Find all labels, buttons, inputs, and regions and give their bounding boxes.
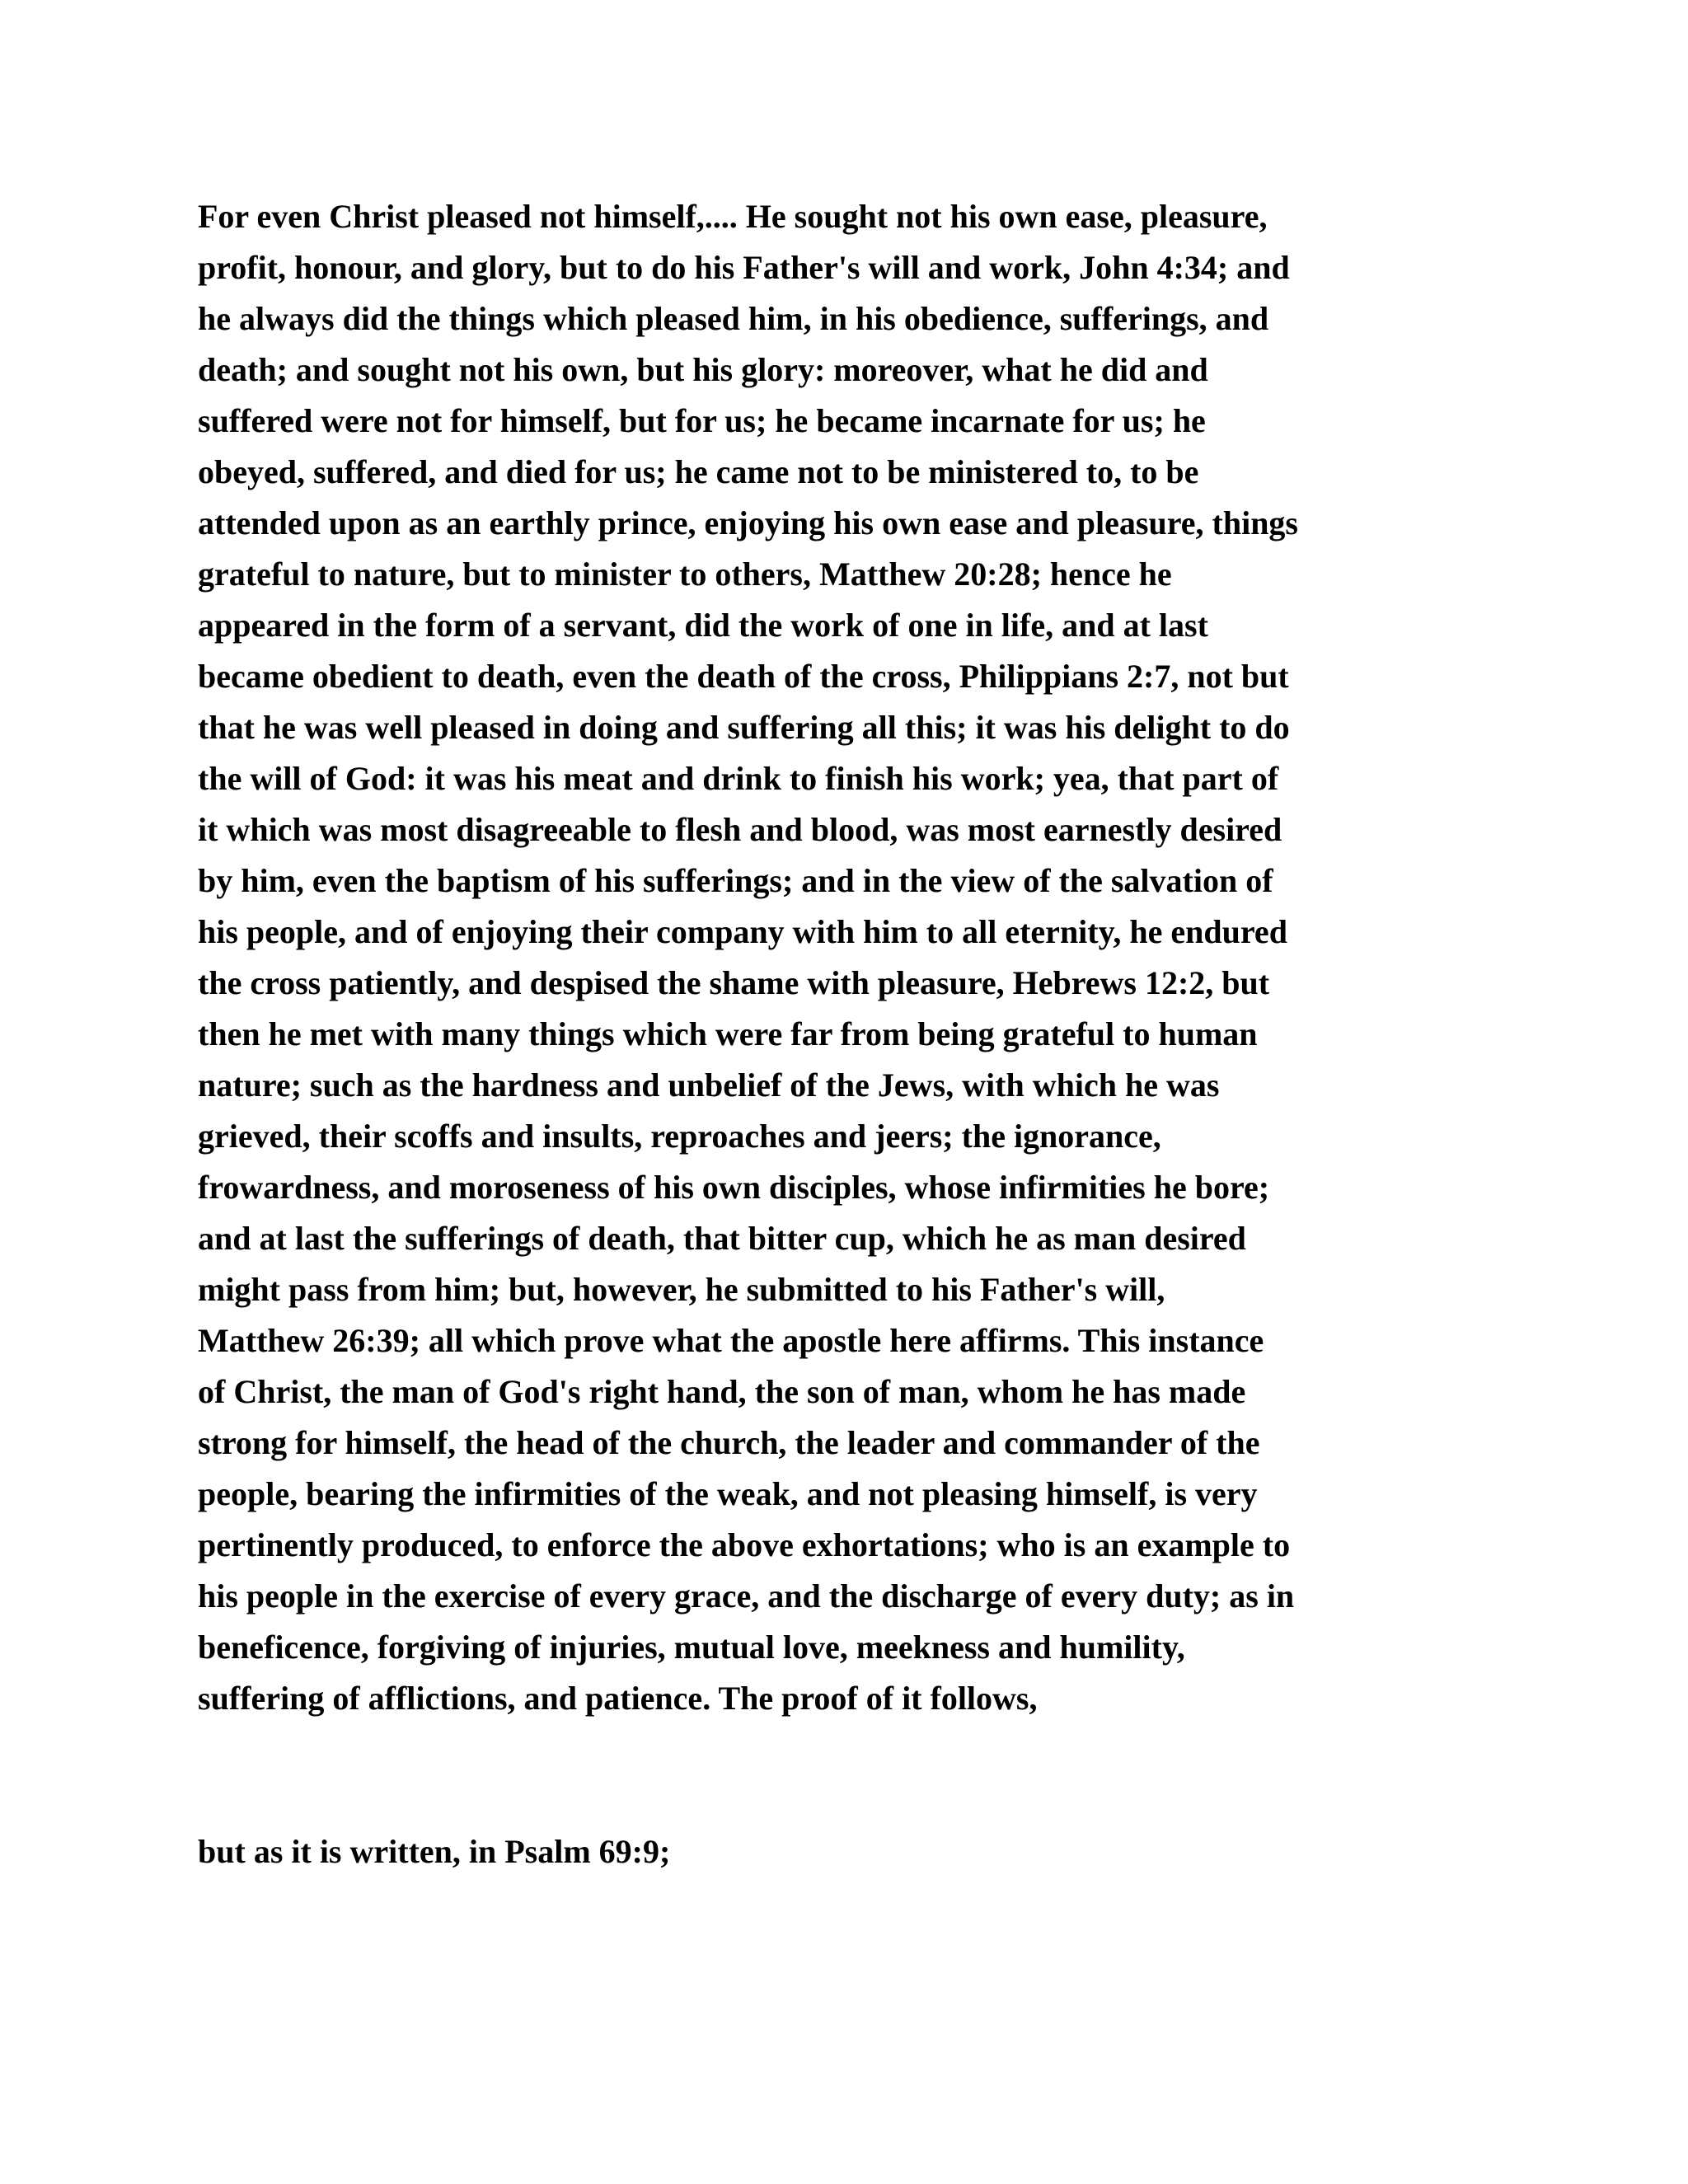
text-line: by him, even the baptism of his sufferings; and in the view of the salvation of (198, 862, 1273, 899)
text-line: that he was well pleased in doing and suffering all this; it was his delight to do (198, 709, 1290, 746)
text-line: strong for himself, the head of the church, the leader and commander of the (198, 1424, 1260, 1461)
text-line: his people in the exercise of every grace, and the discharge of every duty; as in (198, 1577, 1295, 1615)
text-line: suffered were not for himself, but for us; he became incarnate for us; he (198, 402, 1206, 439)
text-line: then he met with many things which were far from being grateful to human (198, 1015, 1258, 1052)
text-line: the will of God: it was his meat and drink to finish his work; yea, that part of (198, 760, 1279, 797)
text-line: suffering of afflictions, and patience. The proof of it follows, (198, 1680, 1038, 1717)
text-line: death; and sought not his own, but his glory: moreover, what he did and (198, 351, 1208, 388)
text-line: his people, and of enjoying their company with him to all eternity, he endured (198, 913, 1287, 950)
text-line: and at last the sufferings of death, that bitter cup, which he as man desired (198, 1220, 1246, 1257)
text-line: attended upon as an earthly prince, enjoying his own ease and pleasure, things (198, 504, 1298, 541)
paragraph-commentary (198, 191, 1500, 1724)
text-line: became obedient to death, even the death of the cross, Philippians 2:7, not but (198, 658, 1289, 695)
text-line: might pass from him; but, however, he submitted to his Father's will, (198, 1271, 1165, 1308)
text-line: Matthew 26:39; all which prove what the apostle here affirms. This instance (198, 1322, 1264, 1359)
text-line: For even Christ pleased not himself,.... He sought not his own ease, pleasure, (198, 198, 1268, 235)
text-line: the cross patiently, and despised the shame with pleasure, Hebrews 12:2, but (198, 964, 1270, 1001)
text-line: grateful to nature, but to minister to others, Matthew 20:28; hence he (198, 555, 1172, 593)
text-line: appeared in the form of a servant, did the work of one in life, and at last (198, 607, 1208, 644)
text-line: but as it is written, in Psalm 69:9; (198, 1833, 671, 1870)
text-line: he always did the things which pleased him, in his obedience, sufferings, and (198, 300, 1269, 337)
body-text (198, 191, 1500, 1877)
text-line: pertinently produced, to enforce the above exhortations; who is an example to (198, 1526, 1291, 1563)
text-line: it which was most disagreeable to flesh and blood, was most earnestly desired (198, 811, 1282, 848)
text-line: grieved, their scoffs and insults, reproaches and jeers; the ignorance, (198, 1118, 1161, 1155)
text-line: obeyed, suffered, and died for us; he came not to be ministered to, to be (198, 453, 1199, 490)
text-line: frowardness, and moroseness of his own disciples, whose infirmities he bore; (198, 1169, 1270, 1206)
text-line: of Christ, the man of God's right hand, the son of man, whom he has made (198, 1373, 1246, 1410)
text-line: people, bearing the infirmities of the weak, and not pleasing himself, is very (198, 1475, 1258, 1512)
text-line: nature; such as the hardness and unbelief of the Jews, with which he was (198, 1066, 1220, 1104)
paragraph-scripture-reference (198, 1826, 1500, 1877)
text-line: beneficence, forgiving of injuries, mutual love, meekness and humility, (198, 1629, 1185, 1666)
text-line: profit, honour, and glory, but to do his Father's will and work, John 4:34; and (198, 249, 1290, 286)
